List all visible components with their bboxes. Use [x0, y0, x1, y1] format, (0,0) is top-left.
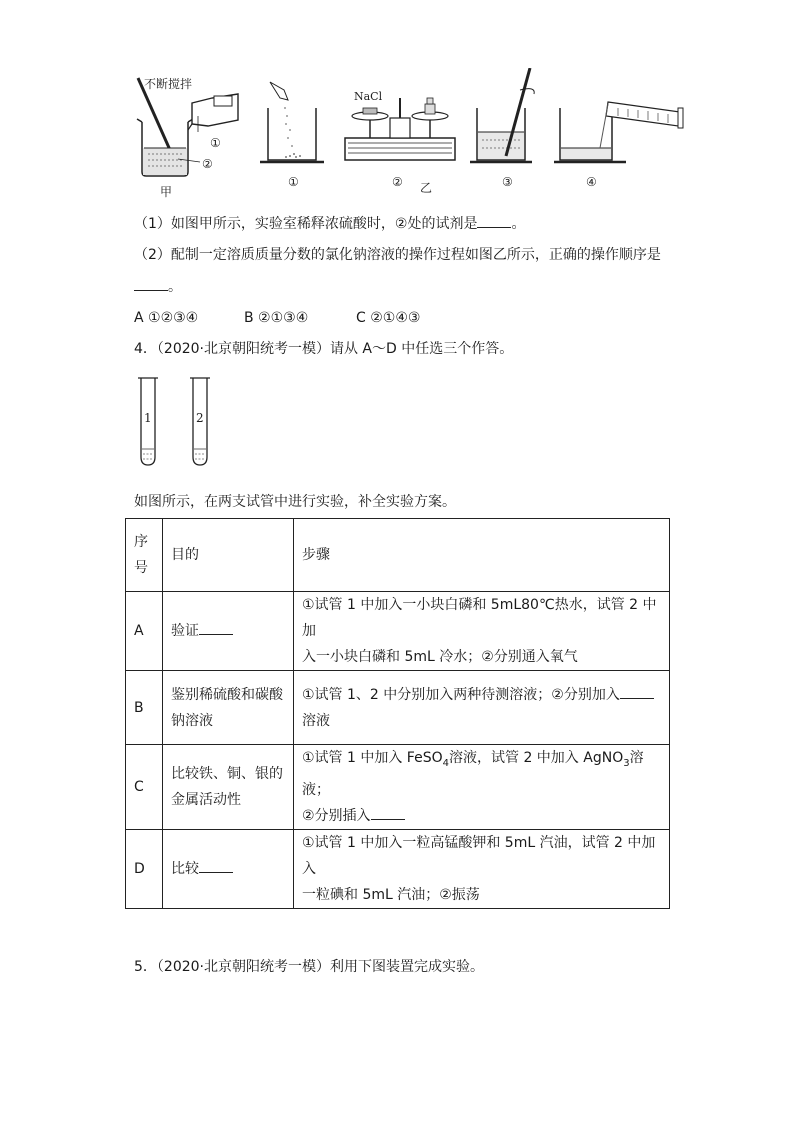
label-yi: 乙	[420, 181, 433, 195]
figure-step1-beaker	[260, 82, 324, 162]
row-id: D	[126, 829, 163, 908]
q3-option-a[interactable]: A ①②③④	[134, 310, 199, 326]
answer-blank[interactable]	[199, 620, 233, 635]
figure-step2-balance	[345, 98, 455, 160]
row-steps: ①试管 1 中加入 FeSO$_4$溶液，试管 2 中加入 AgNO$_3$溶液； ②分别插入	[294, 745, 670, 830]
row-steps: ①试管 1 中加入一粒高锰酸钾和 5mL 汽油，试管 2 中加入 一粒碘和 5mL 汽油；②振荡	[294, 829, 670, 908]
row-steps: ①试管 1 中加入一小块白磷和 5mL80℃热水，试管 2 中加 入一小块白磷和 5mL 冷水；②分别通入氧气	[294, 592, 670, 671]
answer-blank[interactable]	[477, 213, 511, 228]
test-tubes-figure	[135, 375, 215, 470]
q3-option-c[interactable]: C ②①④③	[356, 310, 421, 326]
row-purpose: 验证	[163, 592, 294, 671]
row-purpose: 比较铁、铜、银的 金属活动性	[163, 745, 294, 830]
header-steps: 步骤	[294, 519, 670, 592]
step-label-2: ②	[392, 175, 403, 189]
tube-label-2: 2	[196, 411, 204, 425]
answer-blank[interactable]	[620, 684, 654, 699]
q3-option-b[interactable]: B ②①③④	[244, 310, 309, 326]
table-header-row	[126, 519, 670, 592]
header-seq: 序 号	[126, 519, 163, 592]
tube-label-1: 1	[144, 411, 152, 425]
figure-jia-beaker	[137, 78, 238, 176]
table-row	[126, 829, 670, 908]
q5-header: 5．（2020·北京朝阳统考一模）利用下图装置完成实验。	[134, 959, 484, 975]
table-row	[126, 671, 670, 745]
label-jia: 甲	[160, 185, 173, 198]
test-tube-2	[190, 378, 210, 465]
figure-step3-beaker	[470, 68, 534, 162]
q3-part1: （1）如图甲所示，实验室稀释浓硫酸时，②处的试剂是 。	[134, 213, 525, 234]
q3-part2: （2）配制一定溶质质量分数的氯化钠溶液的操作过程如图乙所示，正确的操作顺序是	[134, 247, 661, 263]
table-row	[126, 745, 670, 830]
test-tube-1	[138, 378, 158, 465]
figure-step4-beaker	[554, 102, 683, 162]
q3-part2-answer: 。	[134, 276, 182, 297]
row-purpose: 比较	[163, 829, 294, 908]
header-purpose: 目的	[163, 519, 294, 592]
answer-blank[interactable]	[371, 805, 405, 820]
row-id: B	[126, 671, 163, 745]
row-purpose: 鉴别稀硫酸和碳酸 钠溶液	[163, 671, 294, 745]
apparatus-figure	[120, 68, 700, 198]
mark-1: ①	[210, 136, 221, 150]
row-id: A	[126, 592, 163, 671]
row-steps: ①试管 1、2 中分别加入两种待测溶液；②分别加入 溶液	[294, 671, 670, 745]
row-id: C	[126, 745, 163, 830]
answer-blank[interactable]	[199, 858, 233, 873]
answer-blank[interactable]	[134, 276, 168, 291]
experiment-table	[125, 518, 670, 909]
step-label-3: ③	[502, 175, 513, 189]
mark-2: ②	[202, 157, 213, 171]
stir-label: 不断搅拌	[144, 77, 193, 91]
nacl-label: NaCl	[354, 90, 383, 103]
q4-intro: 如图所示，在两支试管中进行实验，补全实验方案。	[134, 494, 456, 510]
table-row	[126, 592, 670, 671]
step-label-4: ④	[586, 175, 597, 189]
step-label-1: ①	[288, 175, 299, 189]
q4-header: 4．（2020·北京朝阳统考一模）请从 A～D 中任选三个作答。	[134, 341, 514, 357]
